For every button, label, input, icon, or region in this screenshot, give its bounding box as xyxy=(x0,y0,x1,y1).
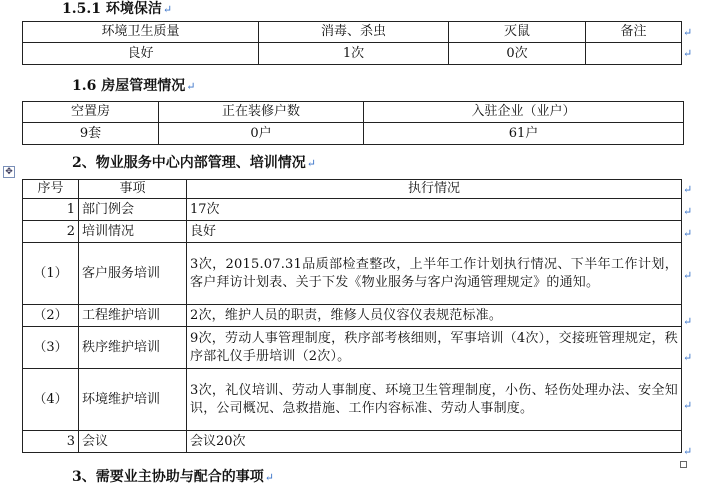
table-move-handle-icon[interactable]: ✥ xyxy=(3,166,15,178)
table-row xyxy=(23,327,682,369)
table-header-row xyxy=(23,22,682,43)
row-number: 1 xyxy=(23,199,79,221)
end-of-cell-mark-icon: ↵ xyxy=(683,26,693,39)
header-cell: 序号 xyxy=(23,180,79,199)
row-detail: 2次，维护人员的职责，维修人员仪容仪表规范标准。 xyxy=(187,305,682,327)
table-cell: 61户 xyxy=(364,123,684,145)
header-cell: 正在装修户数 xyxy=(159,102,364,123)
row-number: （3） xyxy=(23,327,79,369)
row-number: （1） xyxy=(23,243,79,305)
header-cell: 入驻企业（业户） xyxy=(364,102,684,123)
end-of-cell-mark-icon: ↵ xyxy=(683,399,693,412)
row-item: 秩序维护培训 xyxy=(79,327,187,369)
table-row xyxy=(23,431,682,453)
row-detail: 3次，2015.07.31品质部检查整改，上半年工作计划执行情况、下半年工作计划，客户拜访计划表、关于下发《物业服务与客户沟通管理规定》的通知。 xyxy=(187,243,682,305)
end-of-cell-mark-icon: ↵ xyxy=(683,47,693,60)
row-item: 客户服务培训 xyxy=(79,243,187,305)
housing-table xyxy=(22,101,684,145)
table-cell: 0户 xyxy=(159,123,364,145)
section-heading-1-6: 1.6 房屋管理情况↵ xyxy=(72,78,196,94)
header-cell: 消毒、杀虫 xyxy=(259,22,449,43)
internal-training-table xyxy=(22,179,682,453)
row-number: （2） xyxy=(23,305,79,327)
table-row xyxy=(23,221,682,243)
row-item: 工程维护培训 xyxy=(79,305,187,327)
paragraph-mark-icon: ↵ xyxy=(264,471,274,484)
end-of-cell-mark-icon: ↵ xyxy=(683,351,693,364)
header-cell: 空置房 xyxy=(23,102,159,123)
row-item: 环境维护培训 xyxy=(79,369,187,431)
paragraph-mark-icon: ↵ xyxy=(306,157,316,170)
table-row xyxy=(23,123,684,145)
end-of-cell-mark-icon: ↵ xyxy=(683,315,693,328)
end-of-cell-mark-icon: ↵ xyxy=(683,205,693,218)
row-number: （4） xyxy=(23,369,79,431)
table-cell: 良好 xyxy=(23,43,259,65)
row-item: 部门例会 xyxy=(79,199,187,221)
row-number: 2 xyxy=(23,221,79,243)
row-detail: 17次 xyxy=(187,199,682,221)
table-cell xyxy=(586,43,682,65)
table-cell: 0次 xyxy=(449,43,586,65)
header-cell: 执行情况 xyxy=(187,180,682,199)
table-row xyxy=(23,43,682,65)
table-resize-handle[interactable] xyxy=(680,461,687,468)
end-of-cell-mark-icon: ↵ xyxy=(683,445,693,458)
table-row xyxy=(23,305,682,327)
end-of-cell-mark-icon: ↵ xyxy=(683,269,693,282)
row-item: 会议 xyxy=(79,431,187,453)
end-of-cell-mark-icon: ↵ xyxy=(683,227,693,240)
table-row xyxy=(23,369,682,431)
table-row xyxy=(23,199,682,221)
section-heading-3: 3、需要业主协助与配合的事项↵ xyxy=(72,469,274,485)
header-cell: 事项 xyxy=(79,180,187,199)
row-detail: 良好 xyxy=(187,221,682,243)
table-cell: 9套 xyxy=(23,123,159,145)
header-cell: 备注 xyxy=(586,22,682,43)
section-heading-2: 2、物业服务中心内部管理、培训情况↵ xyxy=(72,155,316,171)
row-item: 培训情况 xyxy=(79,221,187,243)
paragraph-mark-icon: ↵ xyxy=(162,3,173,16)
table-row xyxy=(23,243,682,305)
row-number: 3 xyxy=(23,431,79,453)
header-cell: 灭鼠 xyxy=(449,22,586,43)
paragraph-mark-icon: ↵ xyxy=(186,80,196,93)
end-of-cell-mark-icon: ↵ xyxy=(683,183,693,196)
section-heading-1-5-1: 1.5.1 环境保洁↵ xyxy=(62,1,173,17)
row-detail: 会议20次 xyxy=(187,431,682,453)
table-header-row xyxy=(23,102,684,123)
table-header-row xyxy=(23,180,682,199)
row-detail: 3次，礼仪培训、劳动人事制度、环境卫生管理制度，小伤、轻伤处理办法、安全知识，公司概况、急救措施、工作内容标准、劳动人事制度。 xyxy=(187,369,682,431)
env-cleaning-table xyxy=(22,21,682,65)
header-cell: 环境卫生质量 xyxy=(23,22,259,43)
row-detail: 9次，劳动人事管理制度，秩序部考核细则，军事培训（4次），交接班管理规定，秩序部礼仪手册培训（2次）。 xyxy=(187,327,682,369)
table-cell: 1次 xyxy=(259,43,449,65)
